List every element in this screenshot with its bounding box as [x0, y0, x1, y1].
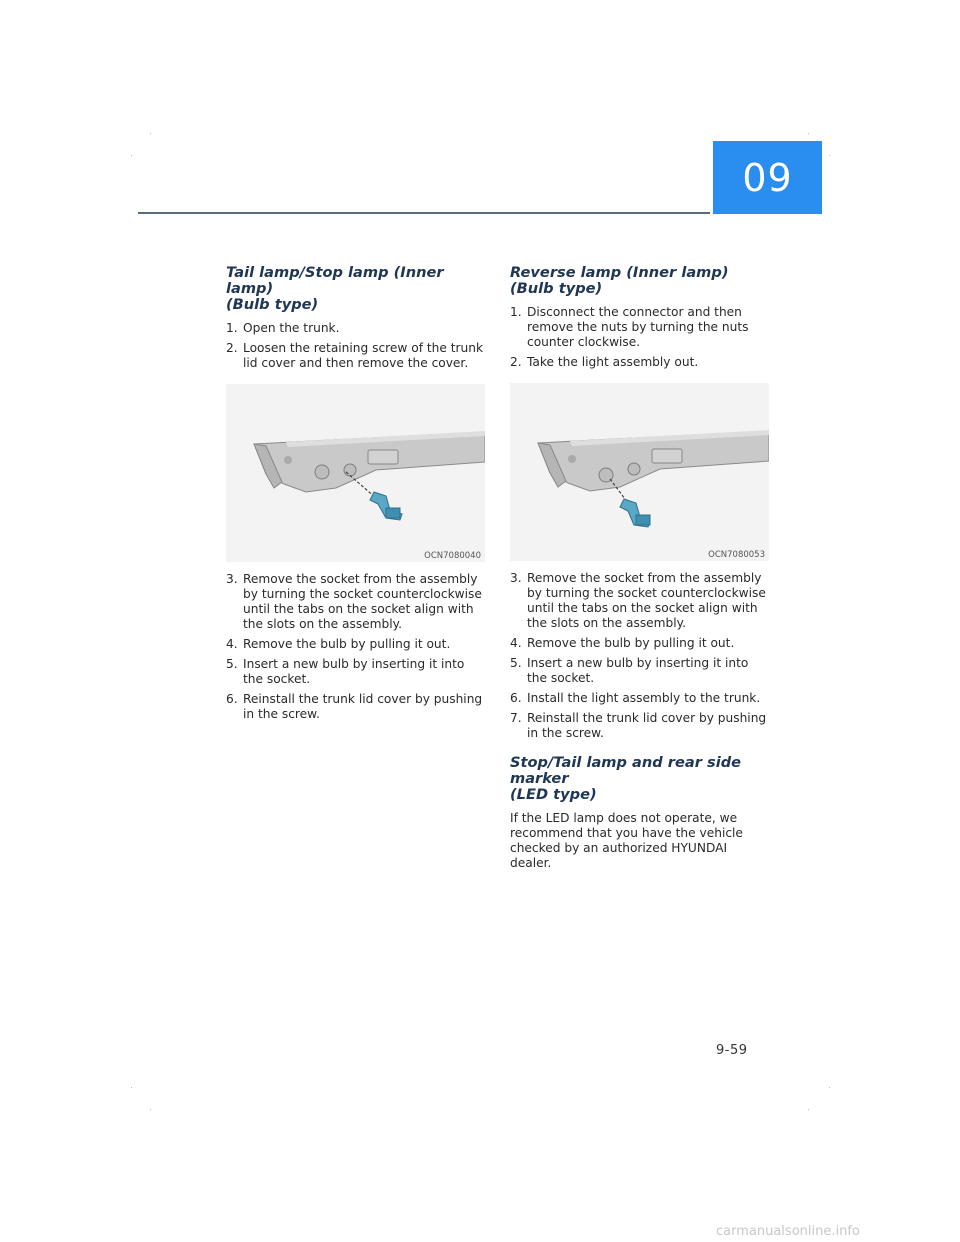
crop-mark: [829, 1087, 830, 1088]
socket-bulb-icon: [370, 492, 402, 520]
crop-mark: [808, 1109, 809, 1110]
page-number: 9-59: [716, 1043, 748, 1058]
reverse-lamp-illustration: [510, 383, 769, 561]
crop-mark: [131, 1087, 132, 1088]
steps-list: [226, 321, 488, 371]
steps-list: [510, 571, 772, 741]
figure-code: OCN7080053: [708, 550, 765, 560]
reverse-lamp-assembly-drawing: [510, 383, 769, 561]
tail-lamp-assembly-drawing: [226, 384, 485, 562]
left-column: [226, 265, 488, 727]
socket-bulb-icon: [620, 499, 650, 527]
list-item: 6. Install the light assembly to the trunk.: [510, 691, 761, 705]
figure-code: OCN7080040: [424, 551, 481, 561]
section-title-tail-lamp: Tail lamp/Stop lamp (Inner lamp) (Bulb type): [226, 264, 444, 313]
list-item: 6. Reinstall the trunk lid cover by pushing in the screw.: [226, 692, 483, 721]
list-item: 2. Take the light assembly out.: [510, 355, 699, 369]
section-title-reverse-lamp: Reverse lamp (Inner lamp) (Bulb type): [510, 264, 729, 297]
crop-mark: [131, 155, 132, 156]
tail-lamp-illustration: [226, 384, 485, 562]
crop-mark: [150, 133, 151, 134]
chapter-tab: 09: [713, 141, 822, 214]
list-item: 7. Reinstall the trunk lid cover by pushing in the screw.: [510, 711, 767, 740]
right-column: [510, 265, 772, 871]
section-title-led-lamp: Stop/Tail lamp and rear side marker (LED type): [510, 754, 742, 803]
led-lamp-paragraph: If the LED lamp does not operate, we recommend that you have the vehicle checked by an authorized HYUNDAI dealer.: [510, 811, 743, 870]
steps-list: [510, 305, 772, 370]
header-rule: [138, 212, 710, 214]
list-item: 2. Loosen the retaining screw of the trunk lid cover and then remove the cover.: [226, 341, 484, 370]
list-item: 3. Remove the socket from the assembly by turning the socket counterclockwise until the tabs on the socket align with the slots on the assembly.: [226, 572, 482, 631]
crop-mark: [150, 1109, 151, 1110]
crop-mark: [829, 155, 830, 156]
list-item: 5. Insert a new bulb by inserting it into the socket.: [510, 656, 749, 685]
crop-mark: [808, 133, 809, 134]
watermark: carmanualsonline.info: [716, 1224, 860, 1239]
list-item: 3. Remove the socket from the assembly by turning the socket counterclockwise until the tabs on the socket align with the slots on the assembly.: [510, 571, 766, 630]
steps-list: [226, 572, 488, 722]
list-item: 5. Insert a new bulb by inserting it into the socket.: [226, 657, 465, 686]
list-item: 1. Open the trunk.: [226, 321, 340, 335]
list-item: 1. Disconnect the connector and then remove the nuts by turning the nuts counter clockwise.: [510, 305, 749, 349]
list-item: 4. Remove the bulb by pulling it out.: [226, 637, 451, 651]
list-item: 4. Remove the bulb by pulling it out.: [510, 636, 735, 650]
